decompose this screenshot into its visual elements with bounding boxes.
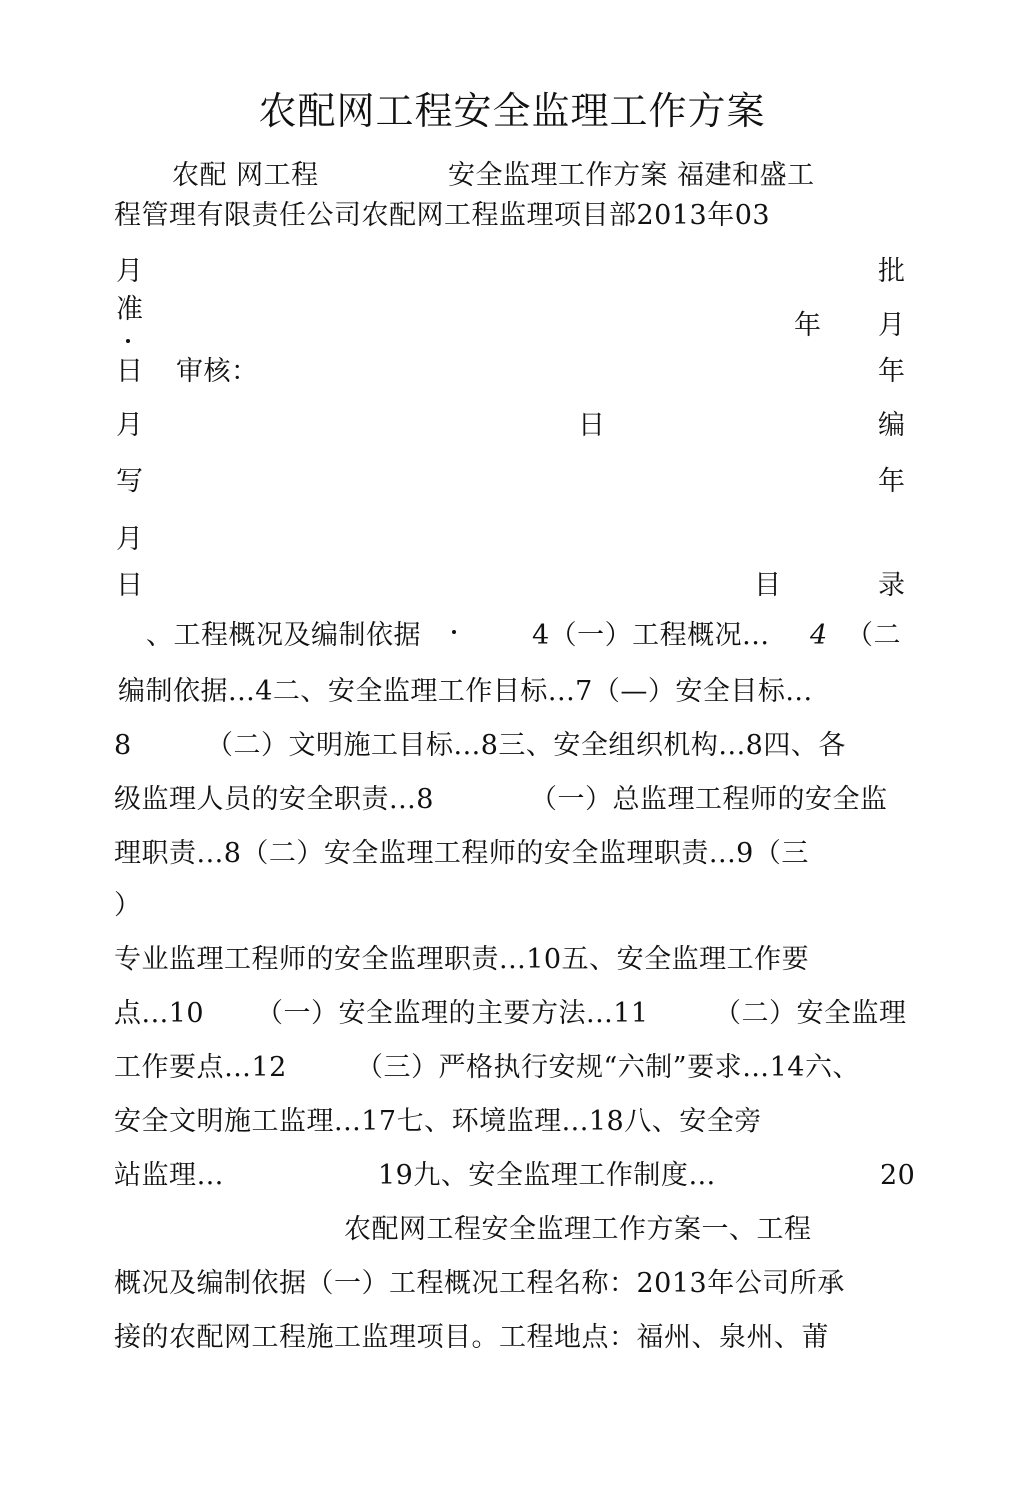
cover-char-ri-2: 日 bbox=[116, 570, 144, 601]
cover-char-yue-3: 月 bbox=[116, 524, 144, 555]
cover-char-yue: 月 bbox=[116, 256, 144, 287]
body-line-2: 概况及编制依据（一）工程概况工程名称：2013年公司所承 bbox=[114, 1268, 845, 1299]
cover-char-nian-m: 年 bbox=[794, 310, 822, 341]
toc-line-6: ） bbox=[114, 890, 142, 921]
cover-char-bian: 编 bbox=[878, 410, 906, 441]
toc-line-10: 安全文明施工监理...17七、环境监理...18八、安全旁 bbox=[114, 1106, 762, 1137]
toc-line-8a: 点...10 bbox=[114, 998, 205, 1029]
cover-line-1a: 农配 网工程 bbox=[172, 160, 319, 191]
document-title: 农配网工程安全监理工作方案 bbox=[258, 89, 766, 133]
toc-line-11b: 19九、安全监理工作制度… bbox=[378, 1160, 716, 1191]
toc-line-9b: （三）严格执行安规“六制”要求…14六、 bbox=[356, 1052, 860, 1083]
toc-line-3a: 8 bbox=[114, 730, 132, 761]
cover-line-1b: 安全监理工作方案 福建和盛工 bbox=[448, 160, 815, 191]
toc-line-1a: 、工程概况及编制依据 bbox=[146, 620, 421, 651]
cover-char-nian-r-2: 年 bbox=[878, 466, 906, 497]
bullet-dot bbox=[126, 339, 130, 343]
reviewer-label: 审核： bbox=[176, 356, 259, 387]
toc-heading-lu: 录 bbox=[878, 570, 906, 601]
cover-char-nian-r: 年 bbox=[878, 356, 906, 387]
toc-line-1c: 4 bbox=[810, 620, 828, 651]
toc-line-5: 理职责...8（二）安全监理工程师的安全监理职责...9（三 bbox=[114, 838, 809, 869]
cover-char-yue-2: 月 bbox=[116, 410, 144, 441]
toc-line-4b: （一）总监理工程师的安全监 bbox=[530, 784, 888, 815]
toc-line-11a: 站监理… bbox=[114, 1160, 224, 1191]
cover-char-ri-m: 日 bbox=[578, 410, 606, 441]
toc-line-7: 专业监理工程师的安全监理职责...10五、安全监理工作要 bbox=[114, 944, 810, 975]
cover-char-yue-r: 月 bbox=[878, 310, 906, 341]
body-line-3: 接的农配网工程施工监理项目。工程地点：福州、泉州、莆 bbox=[114, 1322, 829, 1353]
toc-line-1d: （二 bbox=[846, 620, 901, 651]
toc-heading-mu: 目 bbox=[754, 570, 782, 601]
toc-line-4a: 级监理人员的安全职责...8 bbox=[114, 784, 434, 815]
toc-line-8c: （二）安全监理 bbox=[714, 998, 907, 1029]
toc-line-8b: （一）安全监理的主要方法...11 bbox=[256, 998, 649, 1029]
toc-line-11c: 20 bbox=[880, 1160, 916, 1191]
cover-char-zhun: 准 bbox=[116, 294, 144, 325]
cover-char-ri: 日 bbox=[116, 356, 144, 387]
toc-line-9a: 工作要点…12 bbox=[114, 1052, 287, 1083]
toc-line-3b: （二）文明施工目标...8三、安全组织机构...8四、各 bbox=[206, 730, 846, 761]
cover-line-2: 程管理有限责任公司农配网工程监理项目部2013年03 bbox=[114, 200, 771, 231]
body-line-1: 农配网工程安全监理工作方案一、工程 bbox=[344, 1214, 812, 1245]
cover-char-xie: 写 bbox=[116, 466, 144, 497]
toc-line-2: 编制依据...4二、安全监理工作目标...7（—）安全目标... bbox=[118, 676, 813, 707]
bullet-dot bbox=[452, 630, 456, 634]
toc-line-1b: 4（一）工程概况... bbox=[532, 620, 770, 651]
cover-char-pi: 批 bbox=[878, 256, 906, 287]
